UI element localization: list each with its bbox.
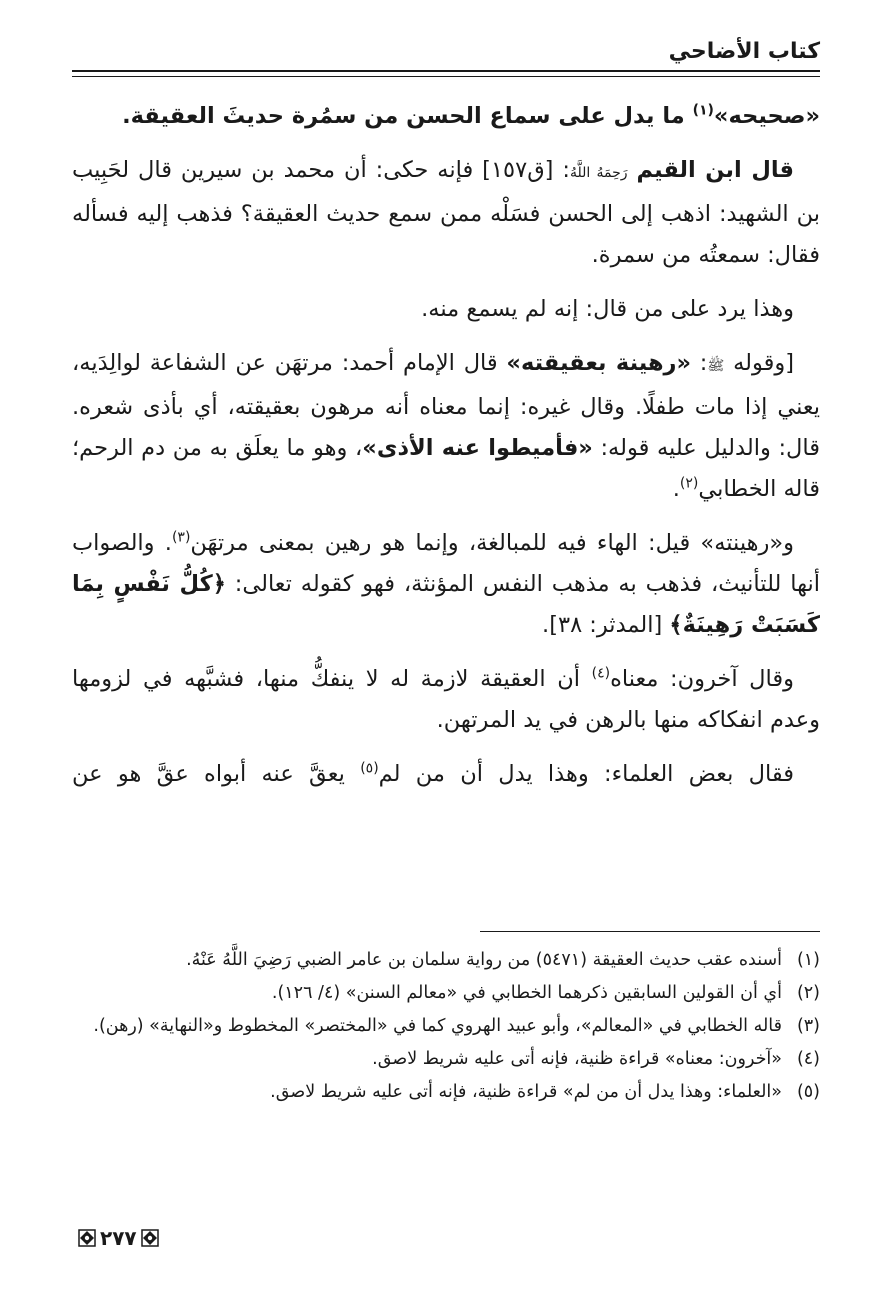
footnote-ref-2[interactable]: (٢): [679, 475, 699, 492]
paragraph-7: [72, 754, 820, 795]
footnote-number: (٢): [796, 983, 820, 1003]
header-rule-thin: [72, 76, 820, 77]
paragraph-3: [72, 289, 820, 330]
quran-verse: ﴿كُلُّ نَفْسٍ بِمَا كَسَبَتْ رَهِينَةٌ﴾: [72, 571, 820, 638]
page-number: ٢٧٧: [100, 1226, 137, 1250]
footnote-ref-3[interactable]: (٣): [171, 529, 191, 546]
footnote-number: (٥): [796, 1082, 820, 1102]
text-run: وقال آخرون: معناه: [610, 666, 795, 692]
running-header: [72, 38, 820, 66]
footnote-text: أي أن القولين السابقين ذكرهما الخطابي في «معالم السنن» (٤/ ١٢٦).: [271, 983, 782, 1003]
paragraph-6: [72, 659, 820, 741]
paragraph-2: [72, 150, 820, 276]
text-run: : [ق١٥٧] فإنه حكى: أن محمد بن سيرين قال لحَبِيب بن الشهيد: اذهب إلى الحسن فسَلْه ممن سمع حديث العقيقة؟ فذهب إليه فسأله فقال: سمعتُه من سمرة.: [72, 157, 820, 268]
text-run: :: [691, 350, 708, 376]
footnote-text: قاله الخطابي في «المعالم»، وأبو عبيد الهروي كما في «المختصر» المخطوط و«النهاية» (رهن).: [93, 1016, 782, 1036]
text-run: فقال بعض العلماء: وهذا يدل أن من لم: [378, 761, 794, 787]
paragraph-1: [72, 96, 820, 137]
footnote-2: [72, 977, 820, 1010]
text-run: «صحيحه»: [713, 103, 820, 129]
footnote-number: (٣): [796, 1016, 820, 1036]
footnote-separator: [480, 931, 820, 932]
paragraph-4: [72, 343, 820, 510]
footnote-3: [72, 1010, 820, 1043]
hadith-quote: «فأميطوا عنه الأذى»: [362, 435, 593, 461]
main-text: [72, 96, 820, 808]
honorific: رَحِمَهُ اللَّهُ: [569, 165, 628, 181]
text-run: أن العقيقة لازمة له لا ينفكُّ منها، فشبَّهه في لزومها وعدم انفكاكه منها بالرهن في يد المرتهن.: [72, 666, 820, 733]
footnote-number: (١): [796, 950, 820, 970]
paragraph-5: [72, 523, 820, 646]
verse-reference: [المدثر: ٣٨].: [542, 612, 670, 638]
footnote-text: «العلماء: وهذا يدل أن من لم» قراءة ظنية، فإنه أتى عليه شريط لاصق.: [270, 1082, 782, 1102]
text-run: وهذا يرد على من قال: إنه لم يسمع منه.: [421, 296, 794, 322]
page-number-block: [78, 1226, 159, 1250]
footnote-number: (٤): [796, 1049, 820, 1069]
hadith-quote: «رهينة بعقيقته»: [506, 350, 692, 376]
footnote-ref-5[interactable]: (٥): [360, 760, 379, 777]
footnote-5: [72, 1076, 820, 1109]
speaker-name: قال ابن القيم: [636, 157, 795, 183]
footnote-ref-1[interactable]: (١): [692, 102, 714, 119]
footnotes: [72, 944, 820, 1109]
floral-ornament-icon: [78, 1229, 96, 1247]
footnote-1: [72, 944, 820, 977]
header-rule-thick: [72, 70, 820, 72]
text-run: و«رهينته» قيل: الهاء فيه للمبالغة، وإنما هو رهين بمعنى مرتهَن: [190, 530, 794, 556]
text-run: ، وهو ما يعلَق به من دم الرحم؛ قاله الخطابي: [72, 435, 820, 502]
text-run: [وقوله: [724, 350, 795, 376]
text-run: . والصواب أنها للتأنيث، فذهب به مذهب النفس المؤنثة، فهو كقوله تعالى:: [72, 530, 820, 597]
footnote-4: [72, 1043, 820, 1076]
text-run: يعقَّ عنه أبواه عقَّ هو عن: [72, 761, 361, 787]
footnote-text: أسنده عقب حديث العقيقة (٥٤٧١) من رواية سلمان بن عامر الضبي رَضِيَ اللَّهُ عَنْهُ.: [186, 950, 782, 970]
floral-ornament-icon: [141, 1229, 159, 1247]
text-run: قال الإمام أحمد: مرتهَن عن الشفاعة لوالِدَيه، يعني إذا مات طفلًا. وقال غيره: إنما معناه أنه مرهون بعقيقته، أي بأذى شعره. قال: والدليل عليه قوله:: [72, 350, 820, 461]
text-run: .: [672, 476, 680, 502]
text-run: ما يدل على سماع الحسن من سمُرة حديثَ العقيقة.: [122, 103, 693, 129]
honorific: ﷺ: [707, 358, 725, 374]
footnote-ref-4[interactable]: (٤): [591, 665, 611, 682]
book-title: كتاب الأضاحي: [668, 39, 820, 64]
footnote-text: «آخرون: معناه» قراءة ظنية، فإنه أتى عليه شريط لاصق.: [372, 1049, 782, 1069]
